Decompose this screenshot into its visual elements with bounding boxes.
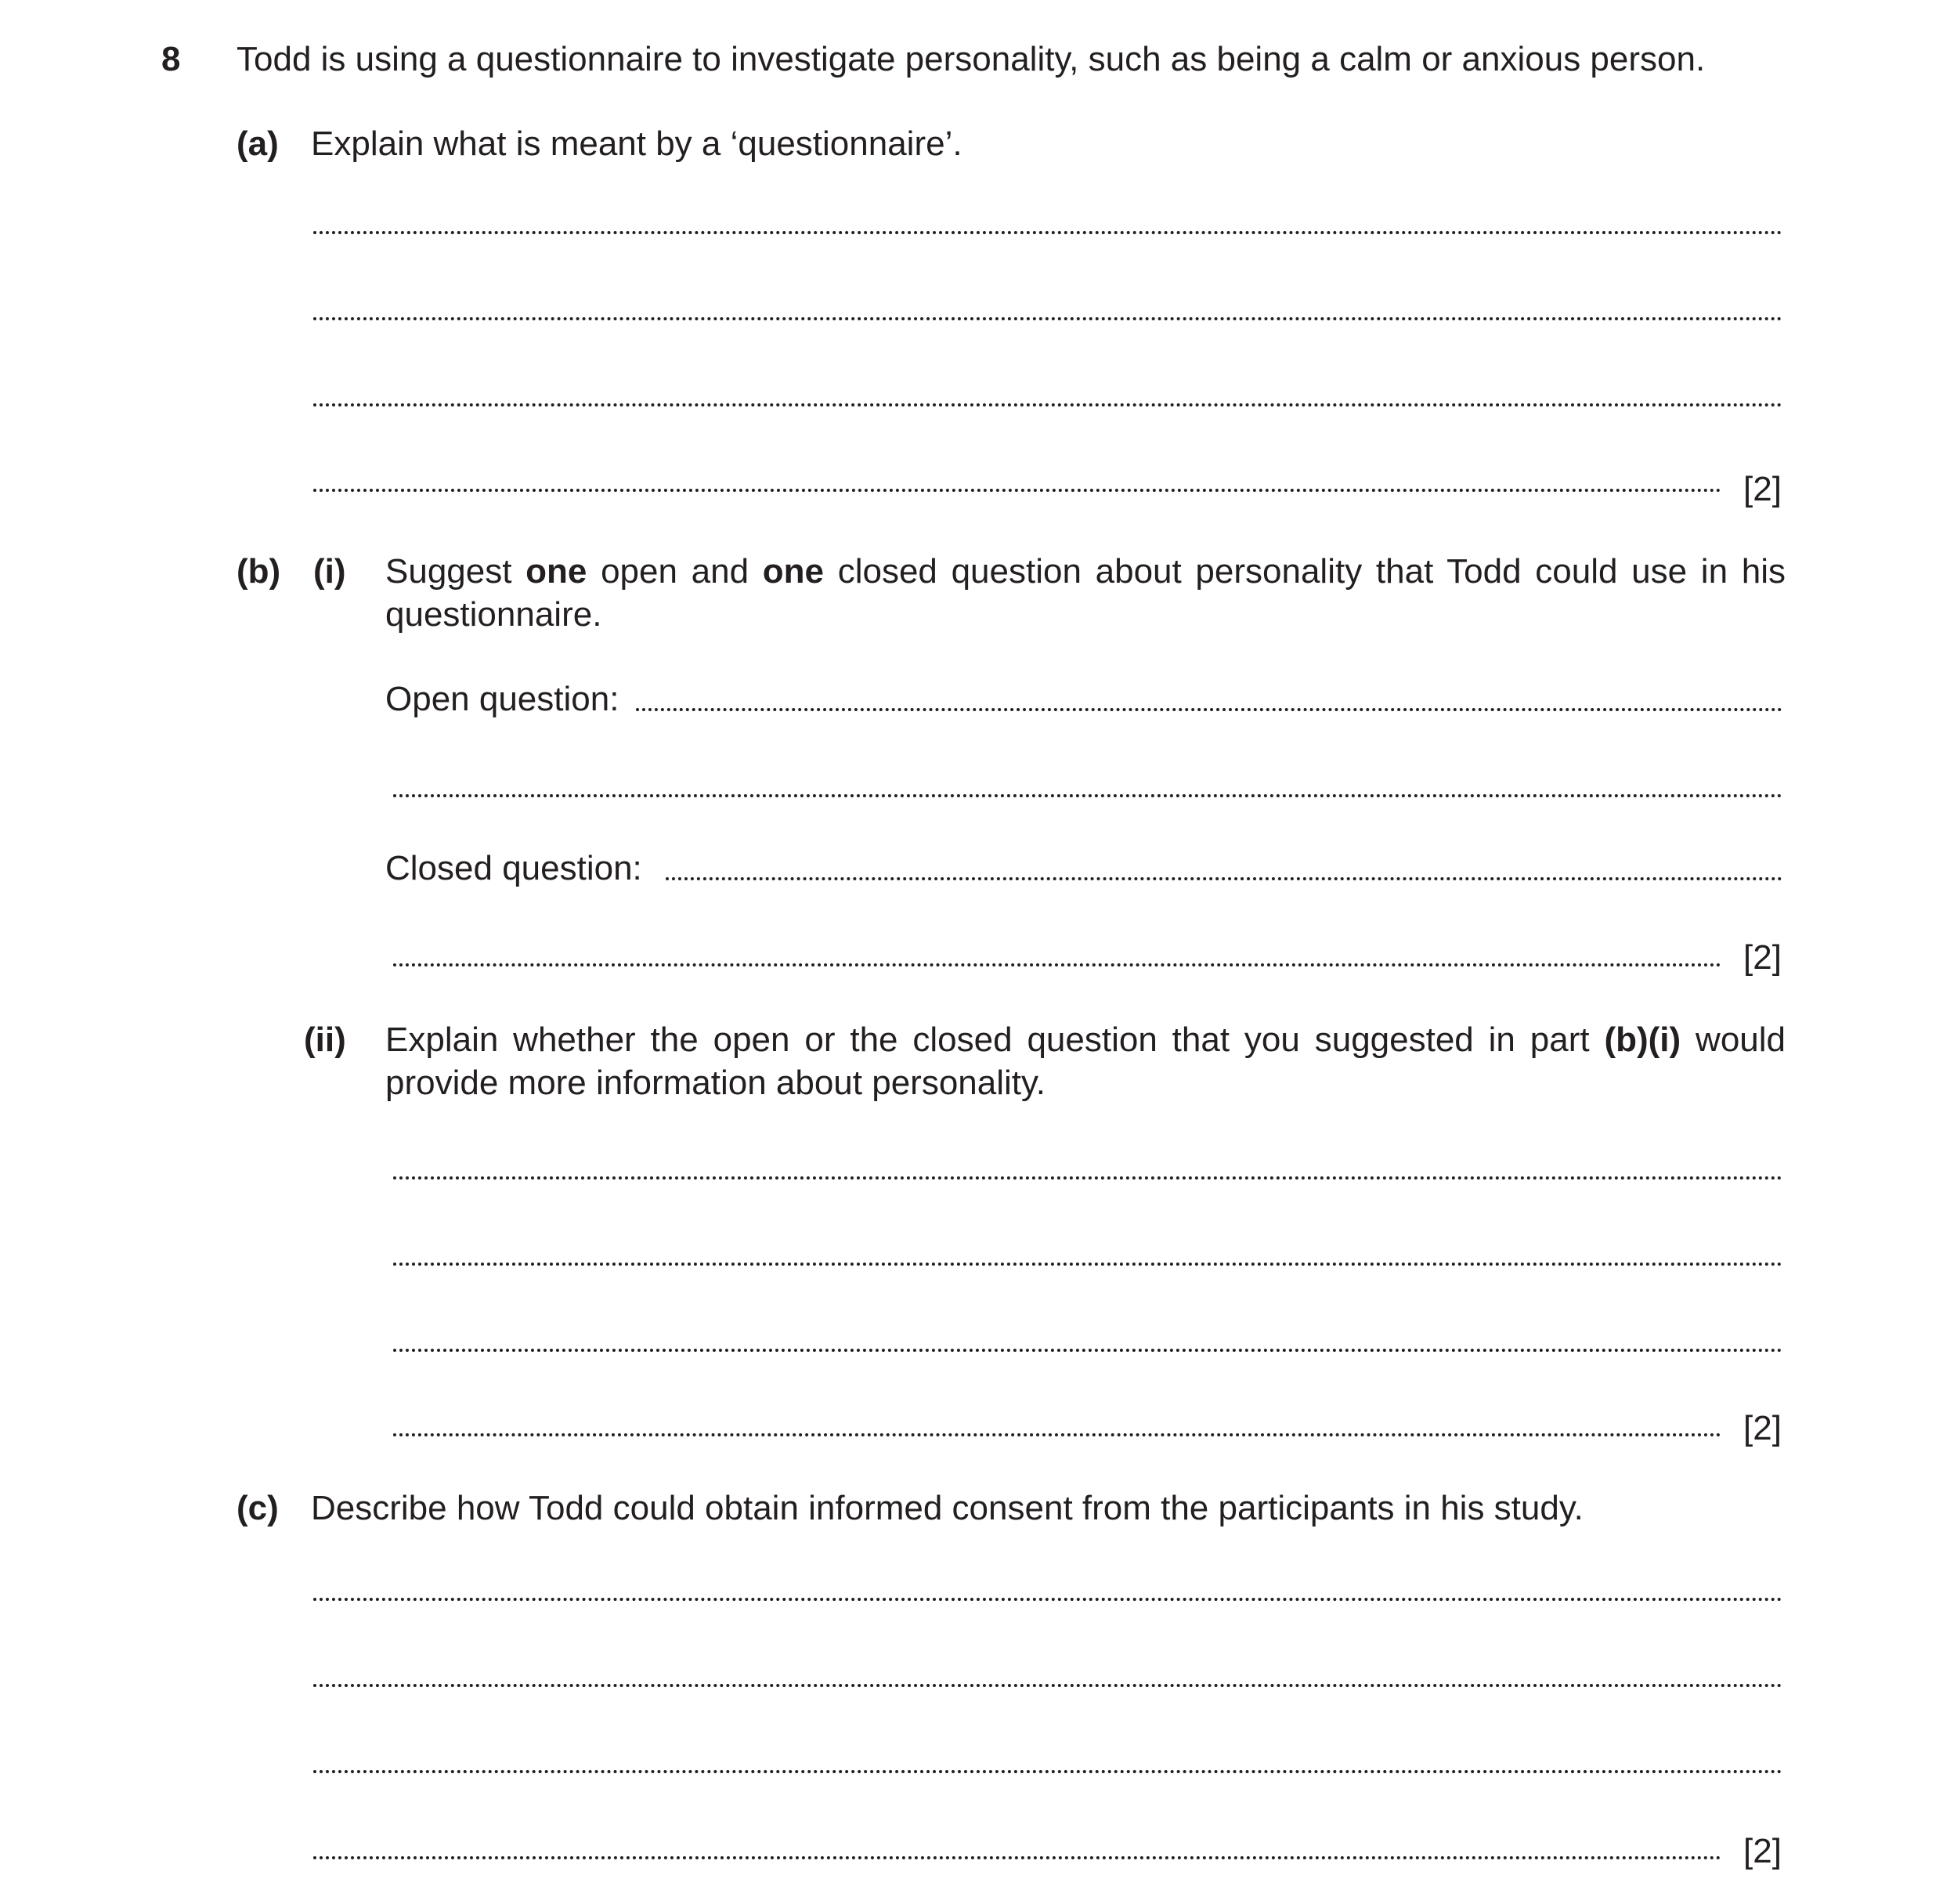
question-number: 8 (161, 40, 181, 78)
part-a-label: (a) (237, 125, 279, 163)
part-c-label: (c) (237, 1489, 279, 1527)
part-b-ii-answer-line-4[interactable] (393, 1433, 1721, 1436)
part-b-ii-label: (ii) (304, 1021, 346, 1059)
part-b-ii-prompt: Explain whether the open or the closed question that you suggested in part (b)(i) would provide more information about personality. (385, 1021, 1786, 1102)
part-c-answer-line-2[interactable] (313, 1684, 1782, 1687)
part-b-ii-marks: [2] (1743, 1409, 1782, 1447)
part-b-i-marks: [2] (1743, 938, 1782, 977)
part-b-ii-answer-line-2[interactable] (393, 1263, 1782, 1266)
part-a-marks: [2] (1743, 470, 1782, 508)
part-a-answer-line-4[interactable] (313, 489, 1721, 492)
open-question-answer-line-2[interactable] (393, 794, 1782, 797)
part-a-answer-line-1[interactable] (313, 231, 1782, 234)
part-a-answer-line-2[interactable] (313, 317, 1782, 320)
part-a-prompt: Explain what is meant by a ‘questionnaire’. (311, 125, 962, 163)
part-c-prompt: Describe how Todd could obtain informed consent from the participants in his study. (311, 1489, 1584, 1527)
part-b-i-label: (i) (313, 552, 346, 591)
question-stem: Todd is using a questionnaire to investigate personality, such as being a calm or anxious person. (237, 40, 1706, 78)
part-b-i-prompt: Suggest one open and one closed question about personality that Todd could use in his questionnaire. (385, 552, 1786, 634)
part-a-answer-line-3[interactable] (313, 403, 1782, 406)
part-c-answer-line-4[interactable] (313, 1856, 1721, 1859)
closed-question-label: Closed question: (385, 849, 642, 887)
part-c-marks: [2] (1743, 1832, 1782, 1870)
part-b-ii-answer-line-3[interactable] (393, 1349, 1782, 1352)
part-c-answer-line-3[interactable] (313, 1770, 1782, 1773)
closed-question-answer-line-2[interactable] (393, 963, 1721, 966)
open-question-label: Open question: (385, 680, 619, 718)
part-b-label: (b) (237, 552, 281, 591)
part-c-answer-line-1[interactable] (313, 1598, 1782, 1601)
closed-question-answer-line-1[interactable] (666, 877, 1782, 880)
part-b-ii-answer-line-1[interactable] (393, 1176, 1782, 1180)
open-question-answer-line-1[interactable] (636, 708, 1782, 711)
